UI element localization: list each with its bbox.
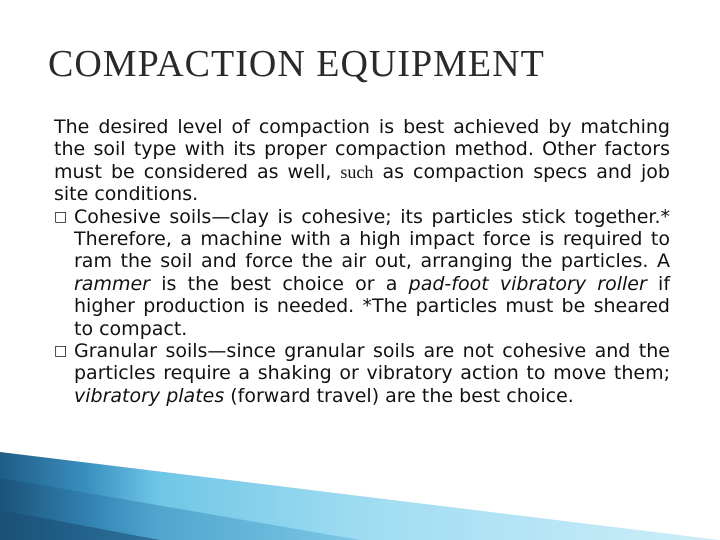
bullet-emphasis: rammer [74, 272, 150, 295]
decorative-wedge-graphic [0, 450, 720, 540]
intro-serif-word: such [340, 161, 374, 182]
intro-text: The desired level of compaction is best achieved by matching the soil type with its proper compaction method. Other factors must be considered as well, [54, 116, 670, 183]
bullet-cohesive [54, 206, 670, 340]
slide-body [54, 116, 670, 407]
bullet-text: if higher production is needed. *The particles must be sheared to compact. [74, 272, 671, 340]
intro-tail: as compaction specs and job site conditions. [54, 160, 670, 206]
bullet-text: Cohesive soils—clay is cohesive; its particles stick together.* Therefore, a machine with a high impact force is required to ram the soil and force the air out, arranging the particles. A [74, 205, 670, 273]
slide-title: COMPACTION EQUIPMENT [48, 43, 545, 85]
bullet-granular [54, 340, 670, 407]
bullet-emphasis: pad-foot vibratory roller [408, 272, 647, 295]
checkbox-bullet-icon: □ [54, 208, 68, 225]
intro-paragraph [54, 116, 670, 206]
bullet-emphasis: vibratory plates [74, 384, 225, 407]
bullet-text: Granular soils—since granular soils are not cohesive and the particles require a shaking or vibratory action to move them; [74, 340, 670, 385]
bullet-text: (forward travel) are the best choice. [224, 384, 574, 407]
checkbox-bullet-icon: □ [54, 343, 68, 360]
bullet-text: is the best choice or a [149, 272, 409, 295]
